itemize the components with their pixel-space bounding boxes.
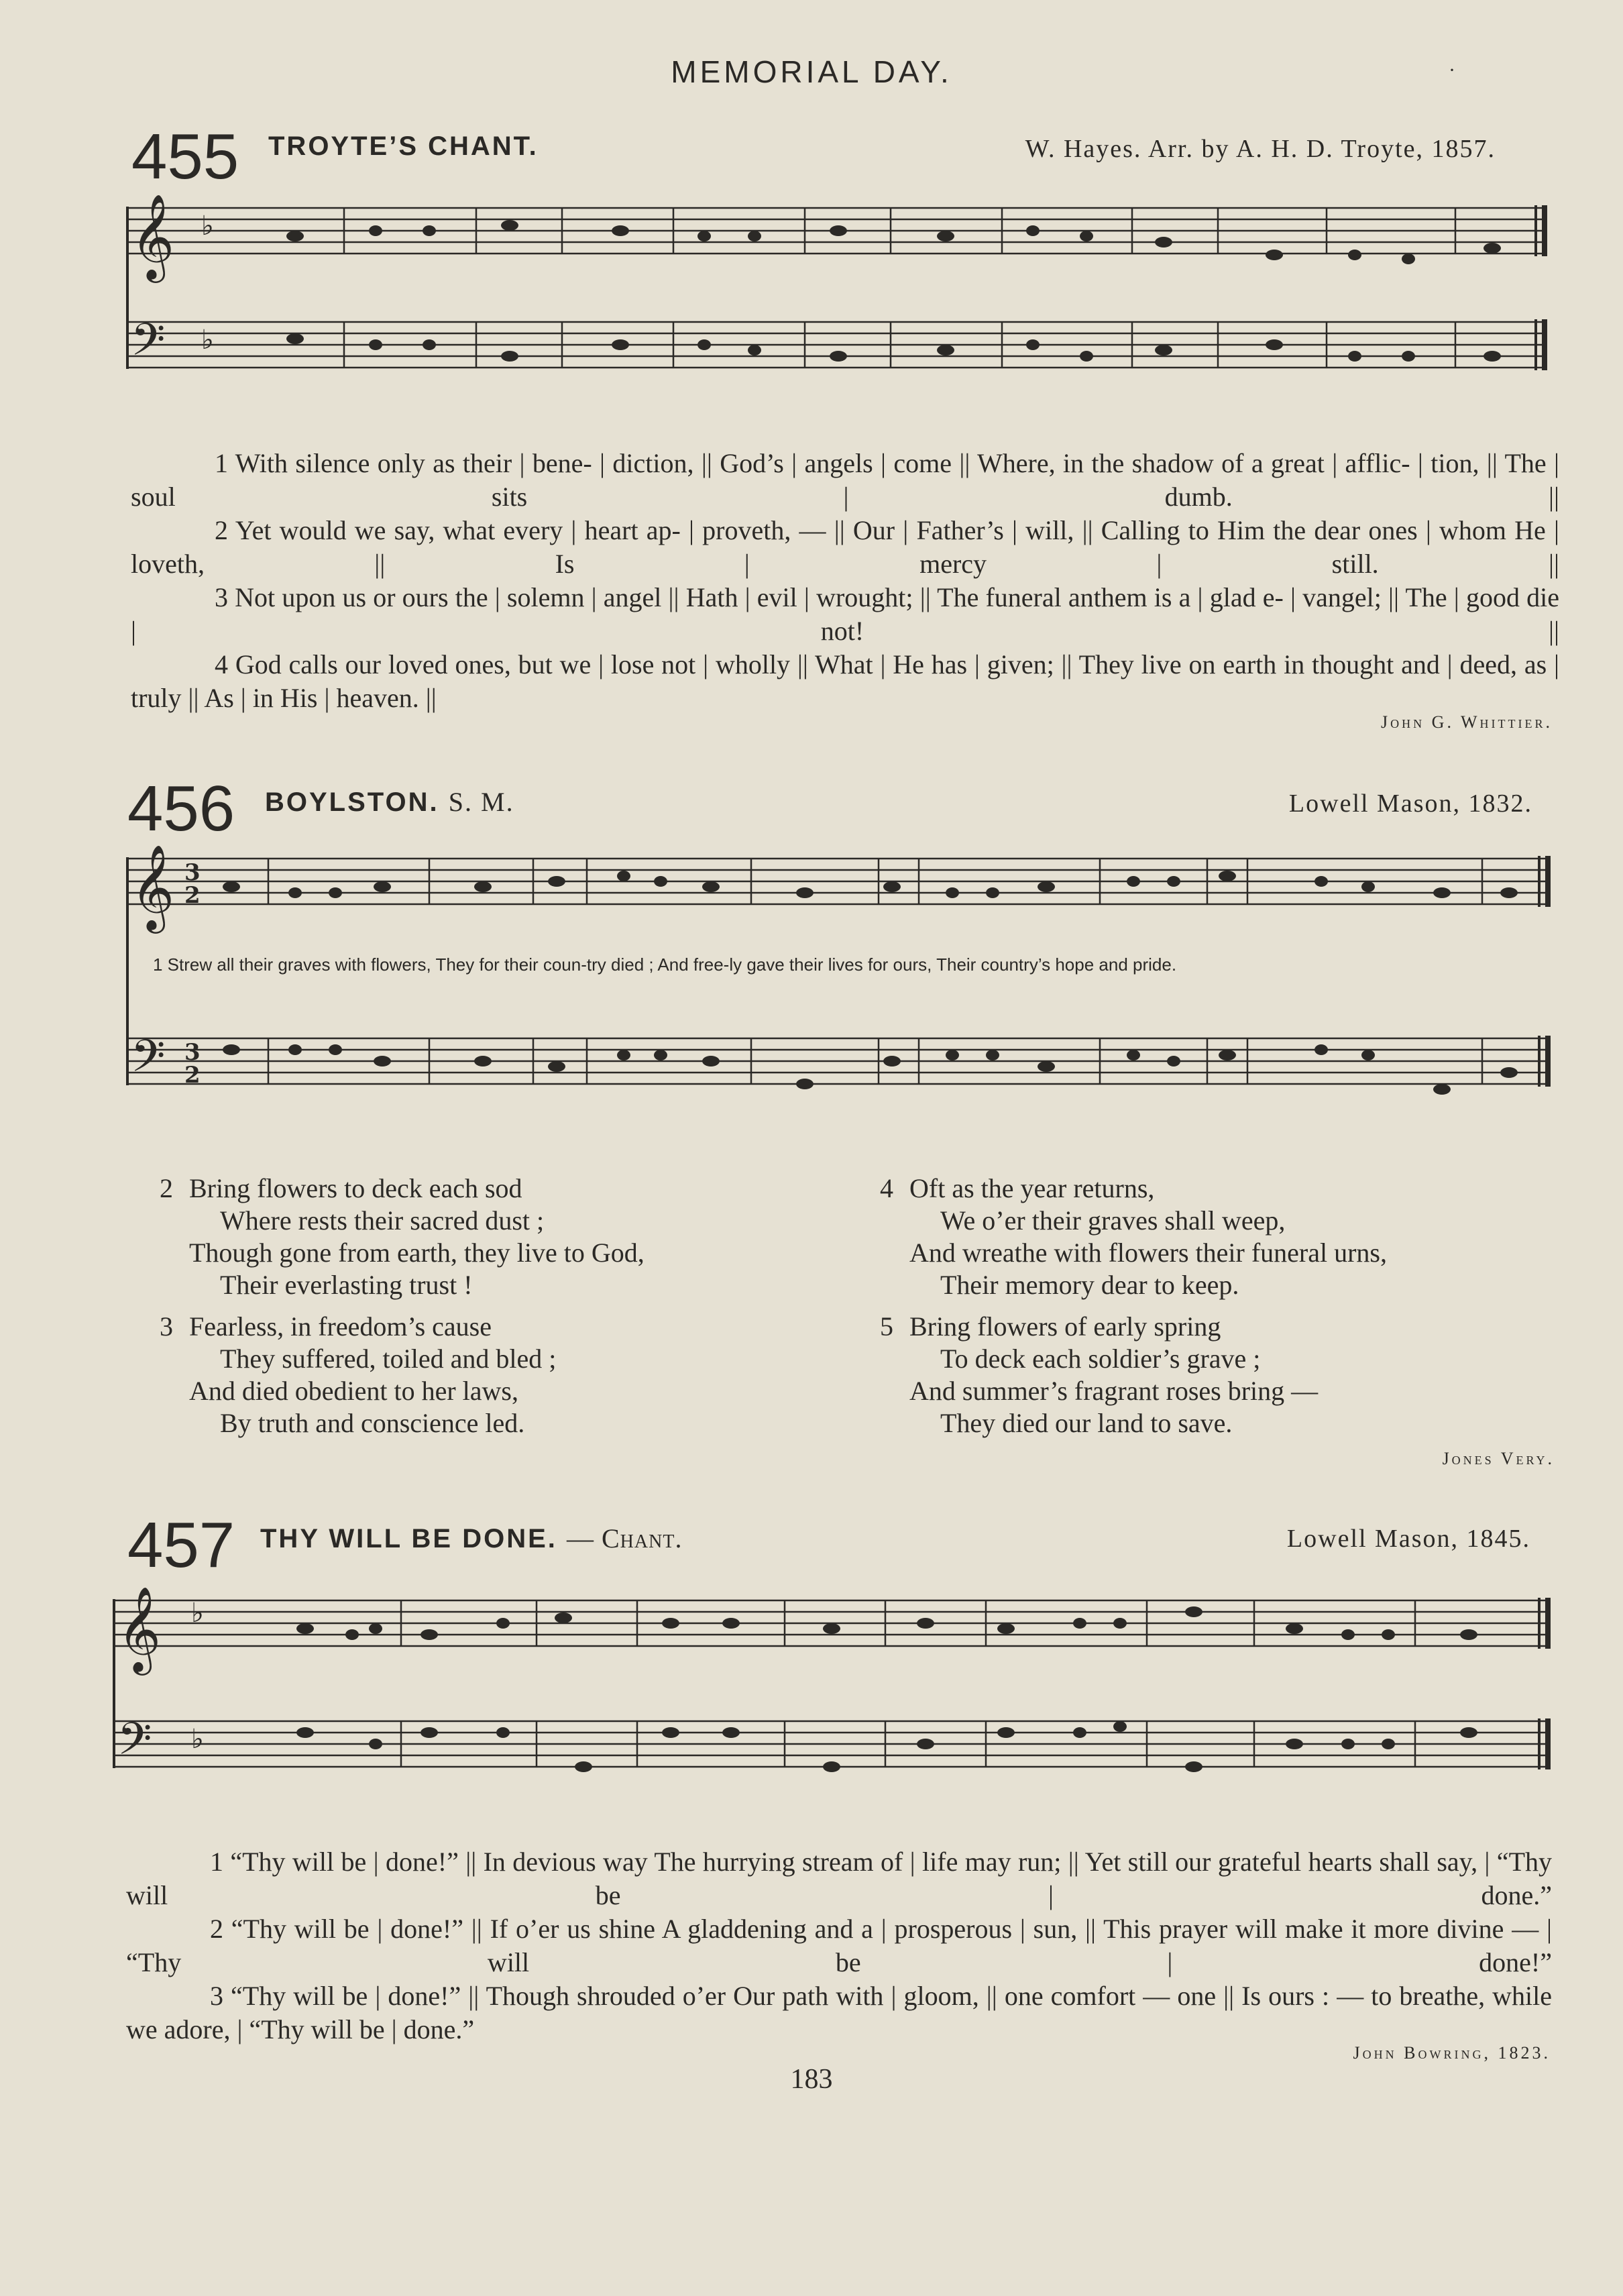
author-credit: John Bowring, 1823. (1353, 2043, 1551, 2063)
stanza-line: Oft as the year returns, (909, 1173, 1155, 1203)
stray-mark: · (1449, 59, 1455, 81)
verse: 2 “Thy will be | done!” || If o’er us shine A gladdening and a | prosperous | sun, || This prayer will make it more divine — | “Thy will be | done!” (126, 1914, 1552, 1977)
verses-455 (131, 447, 1559, 715)
stanza-line: And died obedient to her laws, (189, 1376, 518, 1406)
svg-text:♭: ♭ (191, 1724, 204, 1755)
tune-name: THY WILL BE DONE. (260, 1524, 557, 1553)
verse: 2 Yet would we say, what every | heart ap- | proveth, — || Our | Father’s | will, || Calling to Him the dear ones | whom He | loveth, || Is | mercy | still. || (131, 515, 1559, 579)
svg-text:3: 3 (184, 1039, 201, 1066)
lyric-underlay: 1 Strew all their graves with flowers, They for their coun-try died ; And free-ly gave their lives for ours, Their country’s hope and pride. (153, 954, 1177, 975)
stanza-line: And wreathe with flowers their funeral urns, (909, 1238, 1387, 1268)
stanza-number: 4 (880, 1173, 893, 1203)
svg-text:3: 3 (184, 859, 201, 886)
composer-credit: Lowell Mason, 1832. (1288, 789, 1532, 818)
svg-text:2: 2 (184, 1062, 201, 1089)
verse: 3 Not upon us or ours the | solemn | angel || Hath | evil | wrought; || The funeral anthem is a | glad e- | vangel; || The | good die | not! || (131, 582, 1559, 646)
stanza-number: 5 (880, 1311, 893, 1342)
page-number: 183 (790, 2064, 833, 2095)
stanza-line: Bring flowers to deck each sod (189, 1173, 522, 1203)
author-credit: Jones Very. (1442, 1449, 1555, 1468)
music-score (0, 1580, 1623, 1808)
svg-text:♭: ♭ (201, 211, 214, 241)
hymn-number: 455 (131, 121, 239, 193)
verses-457 (126, 1845, 1552, 2046)
stanza-line: Their memory dear to keep. (940, 1270, 1239, 1300)
verse: 1 “Thy will be | done!” || In devious way The hurrying stream of | life may run; || Yet still our grateful hearts shall say, | “Thy will be | done.” (126, 1847, 1552, 1910)
stanza-line: Their everlasting trust ! (220, 1270, 473, 1300)
verse: 4 God calls our loved ones, but we | lose not | wholly || What | He has | given; || They live on earth in thought and | deed, as | truly || As | in His | heaven. || (131, 649, 1559, 713)
tune-title (260, 1523, 682, 1554)
tune-title (265, 786, 514, 818)
tune-suffix: — Chant. (567, 1523, 683, 1553)
stanza-line: They died our land to save. (940, 1408, 1233, 1438)
stanza (160, 1172, 830, 1301)
composer-credit: Lowell Mason, 1845. (1286, 1525, 1530, 1553)
hymn-number: 456 (127, 773, 235, 844)
svg-text:♭: ♭ (201, 325, 214, 356)
svg-text:𝄢: 𝄢 (131, 1030, 166, 1093)
hymn-number: 457 (127, 1509, 235, 1581)
svg-text:𝄞: 𝄞 (131, 844, 175, 930)
meter: S. M. (448, 787, 514, 817)
stanza-line: And summer’s fragrant roses bring — (909, 1376, 1319, 1406)
stanza-line: They suffered, toiled and bled ; (220, 1344, 557, 1374)
stanza-line: To deck each soldier’s grave ; (940, 1344, 1261, 1374)
tune-name: BOYLSTON. (265, 787, 439, 817)
stanza-line: Bring flowers of early spring (909, 1311, 1221, 1342)
svg-text:𝄢: 𝄢 (117, 1713, 152, 1775)
verse: 3 “Thy will be | done!” || Though shrouded o’er Our path with | gloom, || one comfort — one || Is ours : — to breathe, while we adore, | “Thy will be | done.” (126, 1981, 1552, 2044)
stanza-number: 3 (160, 1311, 173, 1342)
music-score (0, 188, 1623, 402)
stanza-number: 2 (160, 1173, 173, 1203)
music-score (0, 838, 1623, 1160)
stanza (160, 1311, 830, 1439)
stanza-line: We o’er their graves shall weep, (940, 1205, 1286, 1236)
stanza-line: Where rests their sacred dust ; (220, 1205, 545, 1236)
tune-name: TROYTE’S CHANT. (268, 131, 539, 161)
stanza-line: Fearless, in freedom’s cause (189, 1311, 492, 1342)
author-credit: John G. Whittier. (1381, 712, 1553, 732)
stanza (880, 1311, 1551, 1439)
verse: 1 With silence only as their | bene- | diction, || God’s | angels | come || Where, in the shadow of a great | afflic- | tion, || The | soul sits | dumb. || (131, 448, 1559, 512)
composer-credit: W. Hayes. Arr. by A. H. D. Troyte, 1857. (1025, 135, 1496, 163)
svg-text:𝄞: 𝄞 (117, 1586, 162, 1672)
stanza-line: By truth and conscience led. (220, 1408, 525, 1438)
svg-text:♭: ♭ (191, 1598, 204, 1629)
stanza (880, 1172, 1551, 1301)
stanza-line: Though gone from earth, they live to God, (189, 1238, 645, 1268)
svg-text:2: 2 (184, 882, 201, 909)
section-title: MEMORIAL DAY. (671, 54, 952, 89)
svg-text:𝄞: 𝄞 (131, 193, 175, 279)
svg-text:𝄢: 𝄢 (131, 314, 166, 376)
